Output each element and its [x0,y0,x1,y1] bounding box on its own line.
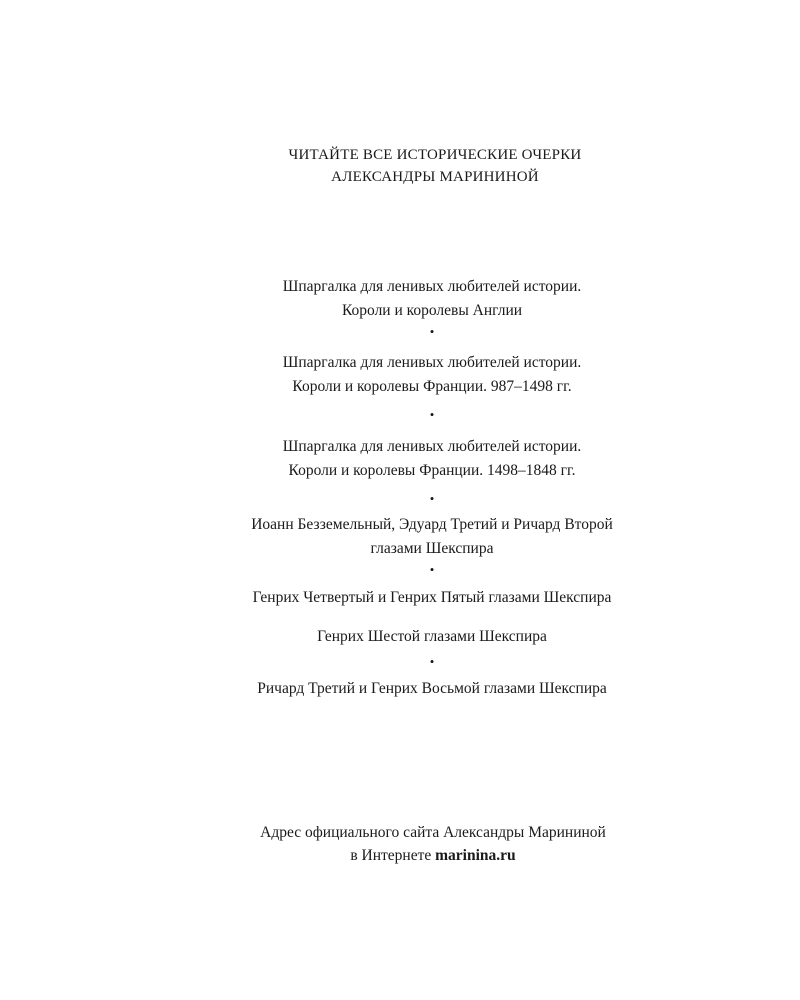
site-address-line-1: Адрес официального сайта Александры Марининой [260,824,606,841]
book-item [0,513,800,561]
heading-line-1: ЧИТАЙТЕ ВСЕ ИСТОРИЧЕСКИЕ ОЧЕРКИ [288,147,582,163]
book-title-line-2: Короли и королевы Франции. 1498–1848 гг. [288,462,576,479]
site-address-prefix: в Интернете [350,847,436,864]
book-title-line-1: Ричард Третий и Генрих Восьмой глазами Шекспира [257,680,607,697]
book-item [0,275,800,323]
bullet-separator: • [429,654,435,669]
book-item [0,435,800,483]
book-title-line-1: Генрих Четвертый и Генрих Пятый глазами Шекспира [252,589,612,606]
book-item [0,586,800,610]
bullet-separator: • [429,491,435,506]
book-title-line-1: Иоанн Безземельный, Эдуард Третий и Ричард Второй [251,516,613,533]
bullet-separator: • [429,407,435,422]
site-address [0,821,800,867]
book-title-line-1: Шпаргалка для ленивых любителей истории. [282,438,582,455]
book-item [0,677,800,701]
heading-line-2: АЛЕКСАНДРЫ МАРИНИНОЙ [331,169,539,185]
book-item [0,351,800,399]
book-title-line-1: Шпаргалка для ленивых любителей истории. [282,354,582,371]
book-item [0,625,800,649]
book-title-line-1: Генрих Шестой глазами Шекспира [317,628,547,645]
bullet-separator: • [429,562,435,577]
bullet-separator: • [429,324,435,339]
site-address-line-2 [0,844,800,867]
site-url: marinina.ru [435,847,516,864]
book-title-line-2: глазами Шекспира [370,540,494,557]
page-heading [0,144,800,188]
book-title-line-2: Короли и королевы Франции. 987–1498 гг. [292,378,572,395]
book-title-line-2: Короли и королевы Англии [341,302,523,319]
book-title-line-1: Шпаргалка для ленивых любителей истории. [282,278,582,295]
